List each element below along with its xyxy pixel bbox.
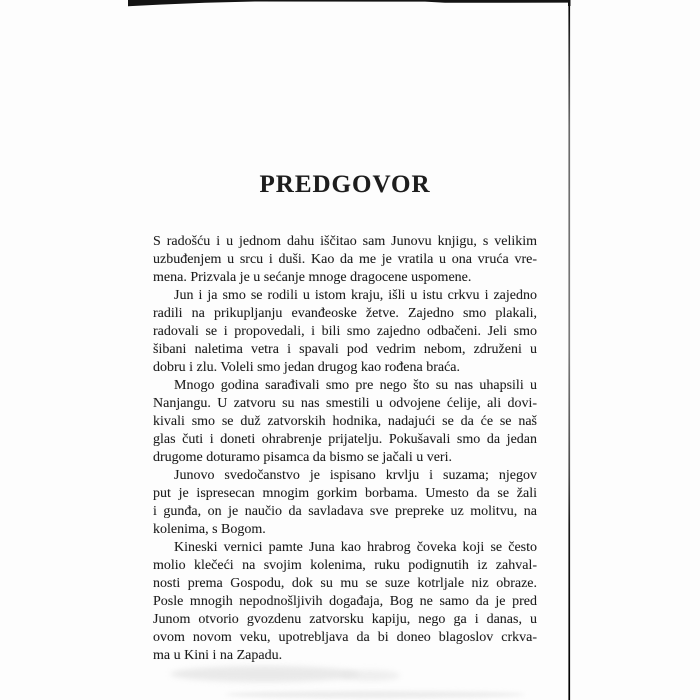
text-line: mena. Prizvala je u sećanje mnoge dragocene uspomene. bbox=[153, 270, 472, 285]
bleedthrough-smudge bbox=[340, 670, 400, 681]
text-line: Jun i ja smo se rodili u istom kraju, išli u istu crkvu i zajedno bbox=[174, 288, 537, 303]
text-line: Kineski vernici pamte Juna kao hrabrog čoveka koji se često bbox=[174, 540, 537, 555]
text-line: radili na prikupljanju evanđeoske žetve. Zajedno smo plakali, bbox=[153, 306, 537, 321]
page-title: PREDGOVOR bbox=[259, 171, 431, 198]
text-line: šibani naletima vetra i spavali pod vedrim nebom, združeni u bbox=[153, 342, 537, 357]
text-line: Junovo svedočanstvo je ispisano krvlju i suzama; njegov bbox=[174, 468, 537, 483]
text-line: nosti prema Gospodu, dok su mu se suze kotrljale niz obraze. bbox=[153, 576, 537, 591]
text-line: kolenima, s Bogom. bbox=[153, 522, 266, 537]
text-line: drugome doturamo pisamca da bismo se jačali u veri. bbox=[153, 450, 452, 465]
text-line: glas čuti i doneti ohrabrenje prijatelju. Pokušavali smo da jedan bbox=[153, 432, 537, 447]
text-block bbox=[153, 233, 537, 665]
text-line: dobru i zlu. Voleli smo jedan drugog kao rođena braća. bbox=[153, 360, 461, 375]
text-line: Junom otvorio gvozdenu zatvorsku kapiju, nego ga i danas, u bbox=[153, 612, 537, 627]
text-line: ma u Kini i na Zapadu. bbox=[153, 648, 283, 663]
text-line: Mnogo godina sarađivali smo pre nego što su nas uhapsili u bbox=[174, 378, 537, 393]
text-line: put je ispresecan mnogim gorkim borbama. Umesto da se žali bbox=[153, 486, 537, 501]
text-line: radovali se i propovedali, i bili smo zajedno odbačeni. Jeli smo bbox=[153, 324, 537, 339]
text-line: kivali smo se duž zatvorskih hodnika, nadajući se da će se naš bbox=[153, 414, 537, 429]
text-line: ovom novom veku, upotrebljava da bi doneo blagoslov crkva- bbox=[153, 630, 537, 645]
top-edge-line bbox=[128, 0, 570, 6]
text-line: uzbuđenjem u srcu i duši. Kao da me je vratila u ona vruća vre- bbox=[153, 252, 537, 267]
text-line: molio klečeći na svojim kolenima, ruku podignutih iz zahval- bbox=[153, 558, 537, 573]
text-line: Posle mnogih nepodnošljivih događaja, Bog ne samo da je pred bbox=[153, 594, 537, 609]
bleedthrough-smudge bbox=[225, 691, 525, 698]
bleedthrough-smudge bbox=[170, 666, 360, 682]
text-line: i gunđa, on je naučio da savladava sve prepreke uz molitvu, na bbox=[153, 504, 537, 519]
text-line: S radošću i u jednom dahu iščitao sam Junovu knjigu, s velikim bbox=[153, 234, 537, 249]
text-line: Nanjangu. U zatvoru su nas smestili u odvojene ćelije, ali dovi- bbox=[153, 396, 537, 411]
right-edge-line bbox=[568, 0, 570, 700]
right-edge-top-nub bbox=[568, 0, 571, 6]
